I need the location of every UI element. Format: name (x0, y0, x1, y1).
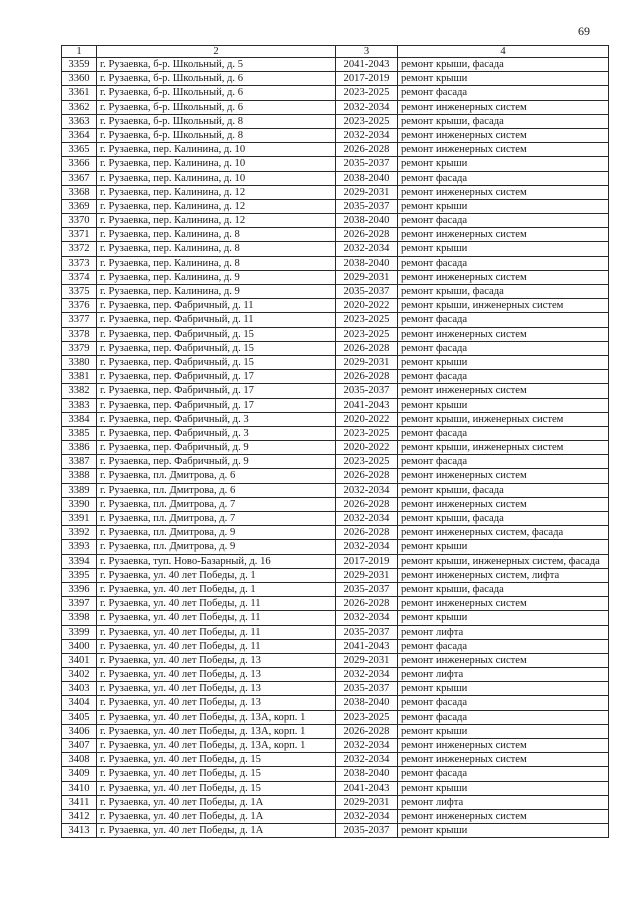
period-cell: 2035-2037 (336, 582, 398, 596)
work-type-cell: ремонт крыши, инженерных систем, фасада (398, 554, 609, 568)
work-type-cell: ремонт инженерных систем (398, 597, 609, 611)
period-cell: 2032-2034 (336, 668, 398, 682)
address-cell: г. Рузаевка, пер. Калинина, д. 8 (97, 256, 336, 270)
work-type-cell: ремонт крыши (398, 611, 609, 625)
address-cell: г. Рузаевка, ул. 40 лет Победы, д. 1А (97, 809, 336, 823)
address-cell: г. Рузаевка, пер. Калинина, д. 9 (97, 285, 336, 299)
row-number-cell: 3409 (62, 767, 97, 781)
row-number-cell: 3371 (62, 228, 97, 242)
period-cell: 2023-2025 (336, 426, 398, 440)
period-cell: 2029-2031 (336, 795, 398, 809)
address-cell: г. Рузаевка, б-р. Школьный, д. 8 (97, 114, 336, 128)
row-number-cell: 3408 (62, 753, 97, 767)
work-type-cell: ремонт крыши (398, 824, 609, 838)
address-cell: г. Рузаевка, пер. Калинина, д. 12 (97, 185, 336, 199)
row-number-cell: 3376 (62, 299, 97, 313)
work-type-cell: ремонт фасада (398, 455, 609, 469)
table-row (62, 228, 609, 242)
work-type-cell: ремонт инженерных систем (398, 128, 609, 142)
row-number-cell: 3392 (62, 526, 97, 540)
work-type-cell: ремонт инженерных систем (398, 739, 609, 753)
table-row (62, 398, 609, 412)
work-type-cell: ремонт крыши (398, 72, 609, 86)
period-cell: 2035-2037 (336, 157, 398, 171)
row-number-cell: 3383 (62, 398, 97, 412)
row-number-cell: 3362 (62, 100, 97, 114)
row-number-cell: 3374 (62, 270, 97, 284)
row-number-cell: 3410 (62, 781, 97, 795)
work-type-cell: ремонт фасада (398, 370, 609, 384)
table-row (62, 270, 609, 284)
work-type-cell: ремонт лифта (398, 625, 609, 639)
row-number-cell: 3397 (62, 597, 97, 611)
table-row (62, 653, 609, 667)
row-number-cell: 3363 (62, 114, 97, 128)
row-number-cell: 3373 (62, 256, 97, 270)
period-cell: 2026-2028 (336, 469, 398, 483)
period-cell: 2032-2034 (336, 753, 398, 767)
row-number-cell: 3395 (62, 568, 97, 582)
period-cell: 2041-2043 (336, 639, 398, 653)
row-number-cell: 3375 (62, 285, 97, 299)
table-row (62, 242, 609, 256)
row-number-cell: 3386 (62, 441, 97, 455)
work-type-cell: ремонт инженерных систем (398, 653, 609, 667)
row-number-cell: 3366 (62, 157, 97, 171)
table-row (62, 696, 609, 710)
row-number-cell: 3387 (62, 455, 97, 469)
table-row (62, 469, 609, 483)
address-cell: г. Рузаевка, ул. 40 лет Победы, д. 13А, корп. 1 (97, 724, 336, 738)
table-row (62, 72, 609, 86)
table-row (62, 753, 609, 767)
table-row (62, 114, 609, 128)
address-cell: г. Рузаевка, пер. Калинина, д. 12 (97, 199, 336, 213)
row-number-cell: 3401 (62, 653, 97, 667)
table-row (62, 384, 609, 398)
work-type-cell: ремонт фасада (398, 171, 609, 185)
row-number-cell: 3406 (62, 724, 97, 738)
table-body (62, 58, 609, 838)
work-type-cell: ремонт фасада (398, 426, 609, 440)
work-type-cell: ремонт инженерных систем (398, 228, 609, 242)
work-type-cell: ремонт фасада (398, 256, 609, 270)
address-cell: г. Рузаевка, ул. 40 лет Победы, д. 13А, корп. 1 (97, 739, 336, 753)
period-cell: 2041-2043 (336, 58, 398, 72)
table-row (62, 526, 609, 540)
period-cell: 2032-2034 (336, 242, 398, 256)
work-type-cell: ремонт инженерных систем (398, 753, 609, 767)
address-cell: г. Рузаевка, ул. 40 лет Победы, д. 11 (97, 597, 336, 611)
row-number-cell: 3407 (62, 739, 97, 753)
row-number-cell: 3384 (62, 412, 97, 426)
address-cell: г. Рузаевка, пл. Дмитрова, д. 7 (97, 497, 336, 511)
row-number-cell: 3361 (62, 86, 97, 100)
work-type-cell: ремонт фасада (398, 696, 609, 710)
column-number: 4 (398, 46, 609, 58)
table-row (62, 611, 609, 625)
period-cell: 2023-2025 (336, 86, 398, 100)
work-type-cell: ремонт крыши (398, 540, 609, 554)
table-row (62, 299, 609, 313)
work-type-cell: ремонт крыши (398, 724, 609, 738)
address-cell: г. Рузаевка, пер. Калинина, д. 8 (97, 242, 336, 256)
row-number-cell: 3394 (62, 554, 97, 568)
table-row (62, 370, 609, 384)
table-row (62, 426, 609, 440)
period-cell: 2026-2028 (336, 341, 398, 355)
table-row (62, 710, 609, 724)
period-cell: 2032-2034 (336, 512, 398, 526)
work-type-cell: ремонт крыши (398, 199, 609, 213)
row-number-cell: 3377 (62, 313, 97, 327)
table-row (62, 540, 609, 554)
row-number-cell: 3378 (62, 327, 97, 341)
work-type-cell: ремонт крыши (398, 682, 609, 696)
period-cell: 2029-2031 (336, 568, 398, 582)
address-cell: г. Рузаевка, ул. 40 лет Победы, д. 13 (97, 668, 336, 682)
period-cell: 2038-2040 (336, 256, 398, 270)
address-cell: г. Рузаевка, пер. Калинина, д. 8 (97, 228, 336, 242)
period-cell: 2038-2040 (336, 696, 398, 710)
work-type-cell: ремонт крыши, фасада (398, 512, 609, 526)
period-cell: 2023-2025 (336, 710, 398, 724)
work-type-cell: ремонт крыши (398, 157, 609, 171)
table-row (62, 86, 609, 100)
work-type-cell: ремонт инженерных систем (398, 185, 609, 199)
address-cell: г. Рузаевка, ул. 40 лет Победы, д. 1А (97, 824, 336, 838)
period-cell: 2032-2034 (336, 483, 398, 497)
period-cell: 2017-2019 (336, 72, 398, 86)
row-number-cell: 3405 (62, 710, 97, 724)
table-row (62, 809, 609, 823)
work-type-cell: ремонт лифта (398, 795, 609, 809)
address-cell: г. Рузаевка, пер. Фабричный, д. 11 (97, 299, 336, 313)
address-cell: г. Рузаевка, ул. 40 лет Победы, д. 1А (97, 795, 336, 809)
table-row (62, 682, 609, 696)
table-row (62, 157, 609, 171)
row-number-cell: 3388 (62, 469, 97, 483)
work-type-cell: ремонт крыши (398, 355, 609, 369)
row-number-cell: 3367 (62, 171, 97, 185)
period-cell: 2032-2034 (336, 739, 398, 753)
table-row (62, 767, 609, 781)
row-number-cell: 3368 (62, 185, 97, 199)
table-row (62, 412, 609, 426)
table-row (62, 668, 609, 682)
work-type-cell: ремонт лифта (398, 668, 609, 682)
table-row (62, 781, 609, 795)
address-cell: г. Рузаевка, б-р. Школьный, д. 6 (97, 100, 336, 114)
registry-table (61, 45, 609, 838)
row-number-cell: 3389 (62, 483, 97, 497)
row-number-cell: 3370 (62, 214, 97, 228)
address-cell: г. Рузаевка, ул. 40 лет Победы, д. 13 (97, 696, 336, 710)
period-cell: 2041-2043 (336, 398, 398, 412)
work-type-cell: ремонт инженерных систем (398, 469, 609, 483)
period-cell: 2029-2031 (336, 270, 398, 284)
address-cell: г. Рузаевка, ул. 40 лет Победы, д. 13А, корп. 1 (97, 710, 336, 724)
table-row (62, 185, 609, 199)
period-cell: 2017-2019 (336, 554, 398, 568)
address-cell: г. Рузаевка, пер. Калинина, д. 9 (97, 270, 336, 284)
table-row (62, 739, 609, 753)
address-cell: г. Рузаевка, пер. Калинина, д. 10 (97, 171, 336, 185)
row-number-cell: 3413 (62, 824, 97, 838)
address-cell: г. Рузаевка, б-р. Школьный, д. 5 (97, 58, 336, 72)
work-type-cell: ремонт фасада (398, 639, 609, 653)
table-row (62, 512, 609, 526)
row-number-cell: 3380 (62, 355, 97, 369)
column-number: 3 (336, 46, 398, 58)
address-cell: г. Рузаевка, туп. Ново-Базарный, д. 16 (97, 554, 336, 568)
work-type-cell: ремонт инженерных систем (398, 384, 609, 398)
period-cell: 2020-2022 (336, 299, 398, 313)
period-cell: 2029-2031 (336, 355, 398, 369)
address-cell: г. Рузаевка, пер. Фабричный, д. 11 (97, 313, 336, 327)
period-cell: 2035-2037 (336, 384, 398, 398)
address-cell: г. Рузаевка, пер. Фабричный, д. 17 (97, 370, 336, 384)
row-number-cell: 3396 (62, 582, 97, 596)
row-number-cell: 3364 (62, 128, 97, 142)
work-type-cell: ремонт крыши, фасада (398, 285, 609, 299)
period-cell: 2032-2034 (336, 611, 398, 625)
period-cell: 2023-2025 (336, 327, 398, 341)
address-cell: г. Рузаевка, пер. Калинина, д. 10 (97, 143, 336, 157)
table-row (62, 441, 609, 455)
period-cell: 2041-2043 (336, 781, 398, 795)
row-number-cell: 3385 (62, 426, 97, 440)
row-number-cell: 3365 (62, 143, 97, 157)
work-type-cell: ремонт фасада (398, 86, 609, 100)
address-cell: г. Рузаевка, пл. Дмитрова, д. 6 (97, 483, 336, 497)
period-cell: 2032-2034 (336, 128, 398, 142)
table-row (62, 214, 609, 228)
row-number-cell: 3403 (62, 682, 97, 696)
work-type-cell: ремонт крыши, фасада (398, 582, 609, 596)
address-cell: г. Рузаевка, ул. 40 лет Победы, д. 11 (97, 611, 336, 625)
column-number: 2 (97, 46, 336, 58)
period-cell: 2035-2037 (336, 285, 398, 299)
work-type-cell: ремонт фасада (398, 313, 609, 327)
address-cell: г. Рузаевка, пер. Калинина, д. 10 (97, 157, 336, 171)
table-row (62, 639, 609, 653)
period-cell: 2020-2022 (336, 412, 398, 426)
address-cell: г. Рузаевка, ул. 40 лет Победы, д. 15 (97, 767, 336, 781)
period-cell: 2035-2037 (336, 682, 398, 696)
table-row (62, 128, 609, 142)
row-number-cell: 3411 (62, 795, 97, 809)
period-cell: 2035-2037 (336, 824, 398, 838)
work-type-cell: ремонт инженерных систем (398, 100, 609, 114)
address-cell: г. Рузаевка, пер. Калинина, д. 12 (97, 214, 336, 228)
address-cell: г. Рузаевка, ул. 40 лет Победы, д. 1 (97, 568, 336, 582)
address-cell: г. Рузаевка, пер. Фабричный, д. 15 (97, 327, 336, 341)
row-number-cell: 3390 (62, 497, 97, 511)
row-number-cell: 3381 (62, 370, 97, 384)
address-cell: г. Рузаевка, ул. 40 лет Победы, д. 11 (97, 625, 336, 639)
address-cell: г. Рузаевка, пер. Фабричный, д. 3 (97, 412, 336, 426)
column-number-row (62, 46, 609, 58)
period-cell: 2032-2034 (336, 809, 398, 823)
period-cell: 2020-2022 (336, 441, 398, 455)
address-cell: г. Рузаевка, ул. 40 лет Победы, д. 13 (97, 682, 336, 696)
address-cell: г. Рузаевка, б-р. Школьный, д. 6 (97, 86, 336, 100)
column-number: 1 (62, 46, 97, 58)
address-cell: г. Рузаевка, пл. Дмитрова, д. 7 (97, 512, 336, 526)
row-number-cell: 3379 (62, 341, 97, 355)
period-cell: 2026-2028 (336, 526, 398, 540)
table-row (62, 554, 609, 568)
table-row (62, 795, 609, 809)
table-row (62, 483, 609, 497)
address-cell: г. Рузаевка, пл. Дмитрова, д. 9 (97, 526, 336, 540)
table-row (62, 313, 609, 327)
work-type-cell: ремонт фасада (398, 341, 609, 355)
row-number-cell: 3402 (62, 668, 97, 682)
table-row (62, 341, 609, 355)
table-row (62, 143, 609, 157)
period-cell: 2038-2040 (336, 171, 398, 185)
address-cell: г. Рузаевка, пер. Фабричный, д. 17 (97, 384, 336, 398)
period-cell: 2038-2040 (336, 767, 398, 781)
period-cell: 2032-2034 (336, 540, 398, 554)
address-cell: г. Рузаевка, ул. 40 лет Победы, д. 13 (97, 653, 336, 667)
row-number-cell: 3391 (62, 512, 97, 526)
table-row (62, 256, 609, 270)
period-cell: 2035-2037 (336, 199, 398, 213)
period-cell: 2038-2040 (336, 214, 398, 228)
work-type-cell: ремонт крыши, инженерных систем (398, 299, 609, 313)
table-row (62, 355, 609, 369)
row-number-cell: 3393 (62, 540, 97, 554)
address-cell: г. Рузаевка, пл. Дмитрова, д. 6 (97, 469, 336, 483)
table-row (62, 568, 609, 582)
period-cell: 2029-2031 (336, 653, 398, 667)
work-type-cell: ремонт фасада (398, 710, 609, 724)
address-cell: г. Рузаевка, пер. Фабричный, д. 15 (97, 341, 336, 355)
work-type-cell: ремонт крыши, фасада (398, 114, 609, 128)
period-cell: 2035-2037 (336, 625, 398, 639)
row-number-cell: 3360 (62, 72, 97, 86)
address-cell: г. Рузаевка, пер. Фабричный, д. 17 (97, 398, 336, 412)
table-row (62, 199, 609, 213)
table-row (62, 724, 609, 738)
work-type-cell: ремонт инженерных систем (398, 327, 609, 341)
row-number-cell: 3369 (62, 199, 97, 213)
period-cell: 2026-2028 (336, 597, 398, 611)
row-number-cell: 3382 (62, 384, 97, 398)
table-row (62, 597, 609, 611)
work-type-cell: ремонт инженерных систем (398, 143, 609, 157)
row-number-cell: 3399 (62, 625, 97, 639)
table-row (62, 327, 609, 341)
work-type-cell: ремонт инженерных систем (398, 497, 609, 511)
work-type-cell: ремонт инженерных систем, лифта (398, 568, 609, 582)
row-number-cell: 3359 (62, 58, 97, 72)
address-cell: г. Рузаевка, ул. 40 лет Победы, д. 1 (97, 582, 336, 596)
work-type-cell: ремонт фасада (398, 767, 609, 781)
address-cell: г. Рузаевка, б-р. Школьный, д. 6 (97, 72, 336, 86)
period-cell: 2023-2025 (336, 313, 398, 327)
period-cell: 2026-2028 (336, 228, 398, 242)
work-type-cell: ремонт инженерных систем (398, 270, 609, 284)
address-cell: г. Рузаевка, пер. Фабричный, д. 3 (97, 426, 336, 440)
period-cell: 2029-2031 (336, 185, 398, 199)
work-type-cell: ремонт фасада (398, 214, 609, 228)
address-cell: г. Рузаевка, ул. 40 лет Победы, д. 11 (97, 639, 336, 653)
page-number: 69 (578, 24, 590, 38)
address-cell: г. Рузаевка, ул. 40 лет Победы, д. 15 (97, 753, 336, 767)
address-cell: г. Рузаевка, ул. 40 лет Победы, д. 15 (97, 781, 336, 795)
work-type-cell: ремонт крыши, инженерных систем (398, 441, 609, 455)
work-type-cell: ремонт крыши, фасада (398, 58, 609, 72)
table-row (62, 100, 609, 114)
period-cell: 2023-2025 (336, 114, 398, 128)
period-cell: 2026-2028 (336, 497, 398, 511)
period-cell: 2026-2028 (336, 143, 398, 157)
work-type-cell: ремонт крыши (398, 242, 609, 256)
address-cell: г. Рузаевка, пер. Фабричный, д. 15 (97, 355, 336, 369)
table-row (62, 455, 609, 469)
work-type-cell: ремонт крыши (398, 398, 609, 412)
address-cell: г. Рузаевка, б-р. Школьный, д. 8 (97, 128, 336, 142)
work-type-cell: ремонт крыши, инженерных систем (398, 412, 609, 426)
address-cell: г. Рузаевка, пер. Фабричный, д. 9 (97, 455, 336, 469)
work-type-cell: ремонт крыши (398, 781, 609, 795)
row-number-cell: 3404 (62, 696, 97, 710)
table-row (62, 285, 609, 299)
address-cell: г. Рузаевка, пл. Дмитрова, д. 9 (97, 540, 336, 554)
table-row (62, 58, 609, 72)
address-cell: г. Рузаевка, пер. Фабричный, д. 9 (97, 441, 336, 455)
table-row (62, 171, 609, 185)
table-row (62, 625, 609, 639)
work-type-cell: ремонт инженерных систем (398, 809, 609, 823)
work-type-cell: ремонт инженерных систем, фасада (398, 526, 609, 540)
period-cell: 2026-2028 (336, 370, 398, 384)
work-type-cell: ремонт крыши, фасада (398, 483, 609, 497)
period-cell: 2023-2025 (336, 455, 398, 469)
period-cell: 2032-2034 (336, 100, 398, 114)
row-number-cell: 3400 (62, 639, 97, 653)
row-number-cell: 3398 (62, 611, 97, 625)
table-row (62, 497, 609, 511)
row-number-cell: 3372 (62, 242, 97, 256)
table-row (62, 824, 609, 838)
table-row (62, 582, 609, 596)
row-number-cell: 3412 (62, 809, 97, 823)
period-cell: 2026-2028 (336, 724, 398, 738)
